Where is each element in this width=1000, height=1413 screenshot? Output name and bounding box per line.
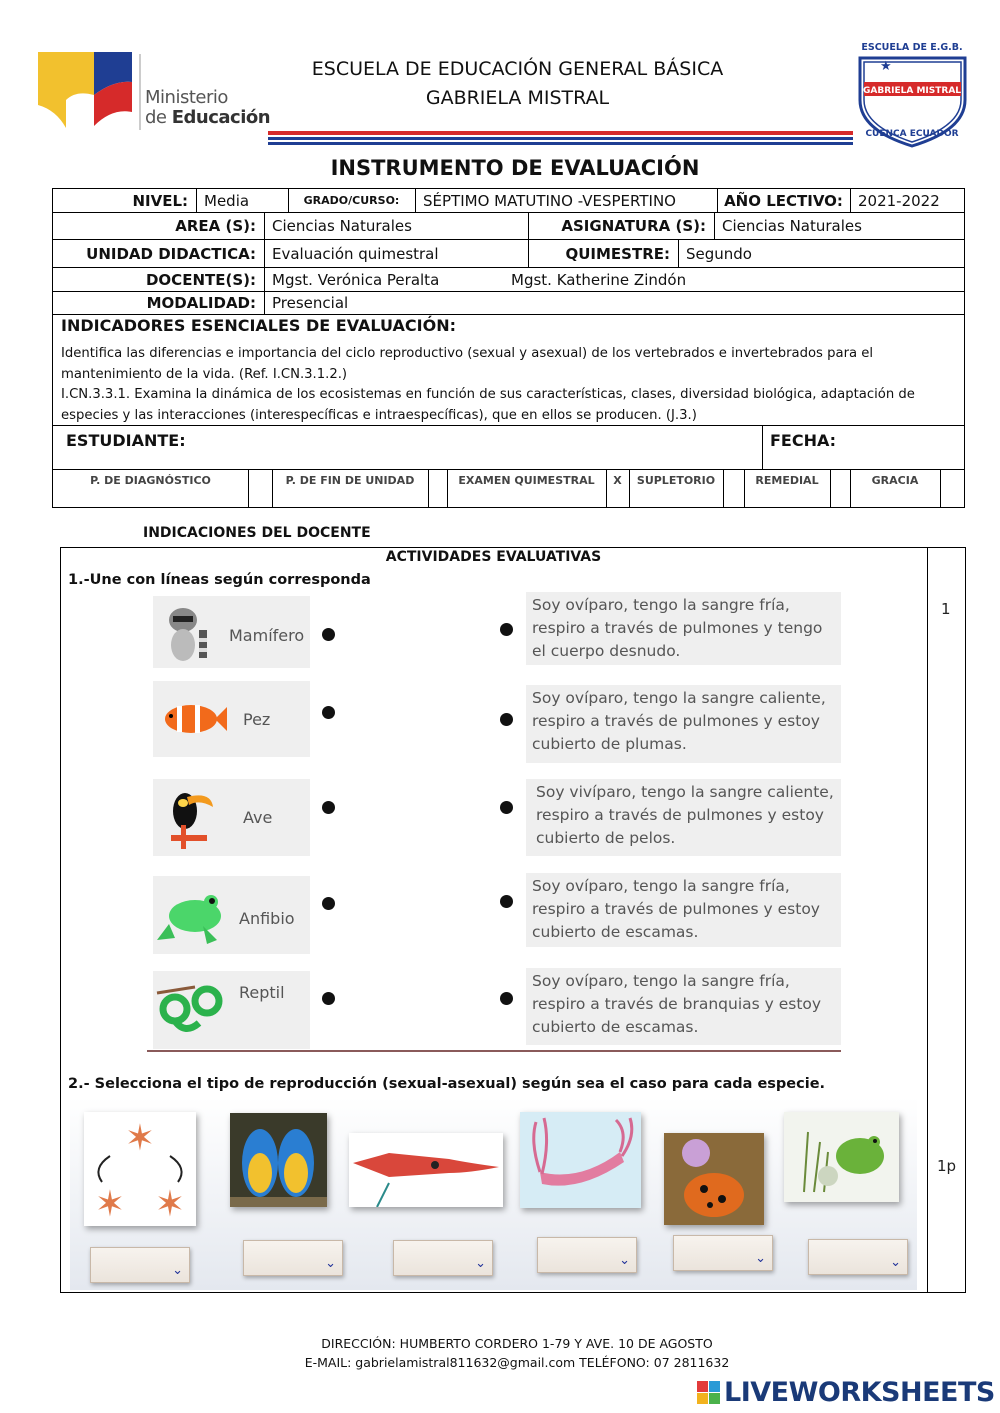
ladybugs-image (664, 1133, 764, 1225)
activities-title: ACTIVIDADES EVALUATIVAS (385, 549, 602, 565)
nivel-label: NIVEL: (132, 191, 188, 210)
anio-label: AÑO LECTIVO: (724, 191, 843, 210)
description-card[interactable]: Soy ovíparo, tengo la sangre fría, respiro a través de pulmones y estoy cubierto de escamas. (526, 873, 841, 947)
reproduction-select-5[interactable]: ⌄ (673, 1235, 773, 1271)
docente-2: Mgst. Katherine Zindón (511, 270, 687, 289)
animal-card-ave[interactable]: Ave (153, 779, 310, 856)
description-card[interactable]: Soy ovíparo, tengo la sangre fría, respiro a través de branquias y estoy cubierto de escamas. (526, 968, 841, 1045)
indicaciones-heading: INDICACIONES DEL DOCENTE (143, 525, 371, 541)
type-fin-unidad: P. DE FIN DE UNIDAD (285, 473, 415, 487)
divider (147, 1050, 841, 1052)
dot-right[interactable] (500, 801, 513, 814)
reproduction-select-6[interactable]: ⌄ (808, 1239, 908, 1275)
svg-text:GABRIELA MISTRAL: GABRIELA MISTRAL (862, 86, 962, 96)
asignatura-value: Ciencias Naturales (722, 217, 862, 235)
docente-label: DOCENTE(S): (145, 270, 256, 289)
frog-icon (155, 890, 229, 946)
flag-stripes (268, 131, 853, 145)
area-label: AREA (S): (175, 217, 256, 235)
raccoon-icon (161, 600, 216, 662)
estudiante-label: ESTUDIANTE: (66, 431, 186, 450)
type-quimestral: EXAMEN QUIMESTRAL (458, 473, 595, 487)
type-supletorio: SUPLETORIO (636, 473, 716, 487)
modalidad-label: MODALIDAD: (146, 294, 256, 312)
anio-value: 2021-2022 (858, 191, 940, 210)
indicadores-text: Identifica las diferencias e importancia del ciclo reproductivo (sexual y asexual) de los vertebrados e invertebrados para el mantenimiento de la vida. (Ref. I.CN.3.1.2.) I.CN.3.3.1. Examina la dinámica de los ecosistemas en función de sus características, clases, diversidad biológica, adaptación de especies y las interacciones (interespecíficas e intraespecíficas), que en ellos se producen. (J.3.) (61, 346, 915, 423)
clownfish-icon (161, 699, 227, 739)
liveworksheets-watermark[interactable]: LIVEWORKSHEETS (724, 1377, 995, 1408)
selected-mark: X (613, 473, 622, 487)
dot-right[interactable] (500, 713, 513, 726)
dot-left[interactable] (322, 897, 335, 910)
reproduction-select-2[interactable]: ⌄ (243, 1240, 343, 1276)
modalidad-value: Presencial (272, 294, 349, 312)
dot-left[interactable] (322, 628, 335, 641)
unidad-label: UNIDAD DIDACTICA: (86, 244, 256, 263)
liveworksheets-logo-icon (697, 1381, 721, 1405)
svg-text:★: ★ (880, 59, 892, 74)
parrots-image (230, 1113, 327, 1207)
quimestre-value: Segundo (686, 244, 752, 263)
unidad-value: Evaluación quimestral (272, 244, 439, 263)
frog-eggs-image (784, 1112, 899, 1202)
q2-score: 1p (937, 1157, 957, 1175)
reproduction-select-3[interactable]: ⌄ (393, 1240, 493, 1276)
fecha-label: FECHA: (770, 431, 837, 450)
dot-right[interactable] (500, 623, 513, 636)
starfish-image (84, 1112, 196, 1226)
description-card[interactable]: Soy vivíparo, tengo la sangre caliente, respiro a través de pulmones y estoy cubierto de pelos. (526, 779, 841, 856)
type-remedial: REMEDIAL (755, 473, 819, 487)
grado-value: SÉPTIMO MATUTINO -VESPERTINO (423, 191, 676, 210)
hydra-image (520, 1112, 641, 1208)
type-diagnostico: P. DE DIAGNÓSTICO (90, 473, 211, 487)
indicadores-title: INDICADORES ESENCIALES DE EVALUACIÓN: (61, 316, 456, 335)
svg-text:✶: ✶ (124, 1118, 156, 1159)
description-card[interactable]: Soy ovíparo, tengo la sangre caliente, respiro a través de pulmones y estoy cubierto de plumas. (526, 685, 841, 763)
school-title: ESCUELA DE EDUCACIÓN GENERAL BÁSICA GABRIELA MISTRAL (311, 58, 724, 109)
question-2: 2.- Selecciona el tipo de reproducción (sexual-asexual) según sea el caso para cada especie. (68, 1076, 826, 1092)
dot-left[interactable] (322, 801, 335, 814)
ministry-name: Ministerio de Educación (145, 87, 271, 128)
grado-label: GRADO/CURSO: (303, 194, 400, 207)
svg-text:ESCUELA DE E.G.B.: ESCUELA DE E.G.B. (861, 42, 963, 53)
description-card[interactable]: Soy ovíparo, tengo la sangre fría, respiro a través de pulmones y tengo el cuerpo desnudo. (526, 592, 841, 665)
info-table (52, 188, 965, 508)
animal-card-anfibio[interactable]: Anfibio (153, 876, 310, 954)
animal-card-mamifero[interactable]: Mamífero (153, 596, 310, 668)
docente-1: Mgst. Verónica Peralta (272, 270, 440, 289)
question-1: 1.-Une con líneas según corresponda (68, 572, 371, 588)
toucan-icon (167, 785, 217, 851)
dot-left[interactable] (322, 706, 335, 719)
reproduction-select-1[interactable]: ⌄ (90, 1247, 190, 1283)
dot-right[interactable] (500, 895, 513, 908)
animal-card-pez[interactable]: Pez (153, 681, 310, 757)
footer: DIRECCIÓN: HUMBERTO CORDERO 1-79 Y AVE. 10 DE AGOSTO E-MAIL: gabrielamistral811632@gmail.com TELÉFONO: 07 2811632 (304, 1336, 730, 1370)
svg-text:✶: ✶ (154, 1184, 186, 1225)
type-gracia: GRACIA (871, 473, 919, 487)
quimestre-label: QUIMESTRE: (565, 244, 670, 263)
squid-image (349, 1133, 503, 1207)
document-title: INSTRUMENTO DE EVALUACIÓN (330, 156, 700, 180)
q1-score: 1 (941, 600, 951, 618)
reproduction-select-4[interactable]: ⌄ (537, 1237, 637, 1273)
svg-text:CUENCA ECUADOR: CUENCA ECUADOR (865, 129, 959, 139)
dot-left[interactable] (322, 992, 335, 1005)
area-value: Ciencias Naturales (272, 217, 412, 235)
nivel-value: Media (204, 191, 250, 210)
animal-card-reptil[interactable]: Reptil (153, 971, 310, 1049)
snake-icon (155, 979, 231, 1039)
dot-right[interactable] (500, 992, 513, 1005)
school-seal (850, 30, 975, 150)
asignatura-label: ASIGNATURA (S): (561, 217, 706, 235)
svg-text:✶: ✶ (94, 1184, 126, 1225)
